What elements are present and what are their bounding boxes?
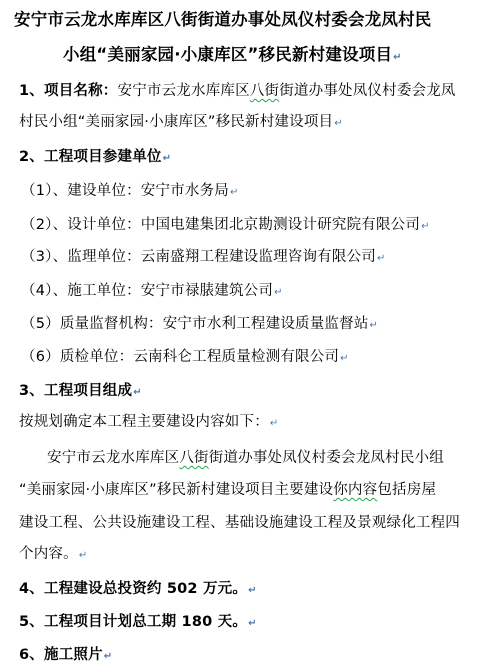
list-item: （1）、建设单位：安宁市水务局↵ <box>21 183 239 199</box>
section-6-heading: 6、施工照片↵ <box>19 647 113 663</box>
section-1-line-1: 1、项目名称：安宁市云龙水库库区八街街道办事处凤仪村委会龙凤 <box>19 83 456 99</box>
list-item: （2）、设计单位：中国电建集团北京勘测设计研究院有限公司↵ <box>21 217 430 233</box>
section-3-heading: 3、工程项目组成↵ <box>19 383 142 399</box>
section-2-heading: 2、工程项目参建单位↵ <box>19 149 172 165</box>
spellcheck-squiggle: 八街 <box>249 83 280 99</box>
list-item: （5）质量监督机构：安宁市水利工程建设质量监督站↵ <box>21 316 379 332</box>
section-3-intro: 按规划确定本工程主要建设内容如下：↵ <box>19 414 279 430</box>
section-4-heading: 4、工程建设总投资约 502 万元。↵ <box>19 581 257 597</box>
section-3-para-line-3: 建设工程、公共设施建设工程、基础设施建设工程及景观绿化工程四 <box>19 515 460 531</box>
section-3-para-line-1: 安宁市云龙水库库区八街街道办事处凤仪村委会龙凤村民小组 <box>47 450 444 466</box>
section-1-heading: 1、项目名称： <box>19 83 118 99</box>
spellcheck-squiggle: 八街 <box>179 450 209 466</box>
section-5-heading: 5、工程项目计划总工期 180 天。↵ <box>19 614 257 630</box>
section-1-line-2: 村民小组“美丽家园·小康库区”移民新村建设项目↵ <box>19 114 343 130</box>
list-item: （3）、监理单位：云南盛翔工程建设监理咨询有限公司↵ <box>21 249 386 265</box>
list-item: （4）、施工单位：安宁市禄脿建筑公司↵ <box>21 283 283 299</box>
section-3-para-line-2: “美丽家园·小康库区”移民新村建设项目主要建设你内容包括房屋 <box>19 482 437 498</box>
section-3-para-line-4: 个内容。↵ <box>19 546 88 562</box>
title-line-2: 小组“美丽家园·小康库区”移民新村建设项目↵ <box>63 45 402 64</box>
title-line-1: 安宁市云龙水库库区八街街道办事处凤仪村委会龙凤村民 <box>14 10 432 29</box>
spellcheck-squiggle: 你内容 <box>333 482 378 498</box>
list-item: （6）质检单位：云南科仑工程质量检测有限公司↵ <box>21 349 349 365</box>
paragraph-mark: ↵ <box>393 52 402 63</box>
